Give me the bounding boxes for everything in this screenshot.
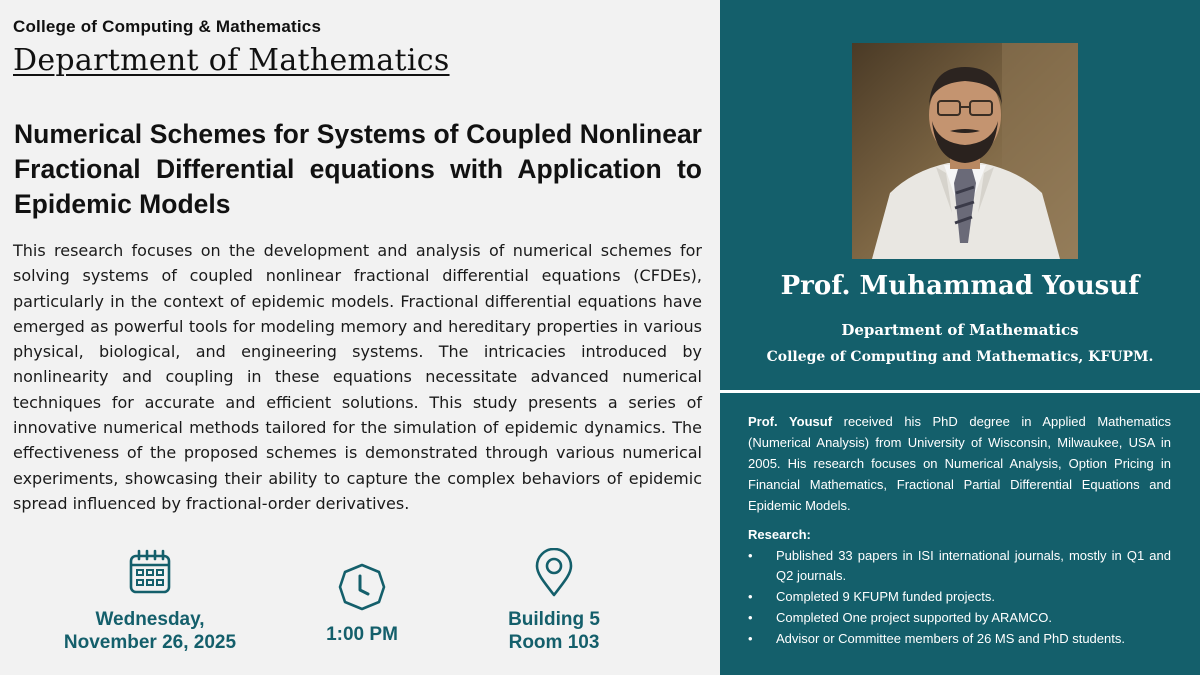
bullet: • (748, 610, 753, 625)
bullet: • (748, 548, 753, 563)
location-line-2: Room 103 (508, 632, 600, 653)
event-date (40, 548, 260, 654)
clock-icon (338, 563, 386, 611)
location-line-1: Building 5 (508, 609, 600, 630)
speaker-college: College of Computing and Mathematics, KFUPM. (766, 349, 1154, 365)
date-line-1: Wednesday, (95, 609, 205, 630)
time-text: 1:00 PM (326, 624, 398, 645)
list-item: • Published 33 papers in ISI international journals, mostly in Q1 and Q2 journals. (748, 548, 1171, 583)
talk-title: Numerical Schemes for Systems of Coupled Nonlinear Fractional Differential equations with Application to Epidemic Models (14, 119, 702, 219)
speaker-department: Department of Mathematics (841, 321, 1079, 339)
speaker-name: Prof. Muhammad Yousuf (780, 271, 1140, 301)
speaker-photo (852, 43, 1078, 259)
bio-text: received his PhD degree in Applied Mathematics (Numerical Analysis) from University of Wisconsin, Milwaukee, USA in 2005. His research focuses on Numerical Analysis, Option Pricing in Financial Mathematics, Fractional Partial Differential Equations and Epidemic Models. (748, 414, 1172, 513)
bio-name: Prof. Yousuf (748, 414, 833, 429)
calendar-icon (127, 548, 173, 596)
talk-abstract: This research focuses on the development and analysis of numerical schemes for solving systems of coupled nonlinear fractional differential equations (CFDEs), particularly in the context of epidemic models. Fractional differential equations have emerged as powerful tools for modeling memory and hereditary properties in various physical, biological, and engineering systems. The intricacies introduced by nonlinearity and coupling in these equations necessitate advanced numerical techniques for accurate and efficient solutions. This study presents a series of innovative numerical methods tailored for the simulation of epidemic dynamics. The effectiveness of the proposed schemes is demonstrated through various numerical experiments, showcasing their ability to capture the complex behaviors of epidemic spread influenced by fractional-order derivatives. (13, 241, 702, 513)
location-pin-icon (534, 548, 574, 598)
department-heading: Department of Mathematics (13, 43, 450, 78)
divider (720, 390, 1200, 393)
list-item: • Advisor or Committee members of 26 MS and PhD students. (748, 629, 1171, 649)
speaker-bio (748, 411, 1171, 516)
bullet: • (748, 631, 753, 646)
event-location (464, 548, 644, 654)
date-line-2: November 26, 2025 (63, 632, 237, 653)
list-item: • Completed One project supported by ARAMCO. (748, 608, 1171, 628)
college-name: College of Computing & Mathematics (13, 17, 322, 36)
event-time (282, 563, 442, 646)
speaker-panel (720, 0, 1200, 675)
research-list (748, 546, 1171, 650)
list-item: • Completed 9 KFUPM funded projects. (748, 587, 1171, 607)
bullet: • (748, 589, 753, 604)
research-heading: Research: (748, 527, 811, 542)
